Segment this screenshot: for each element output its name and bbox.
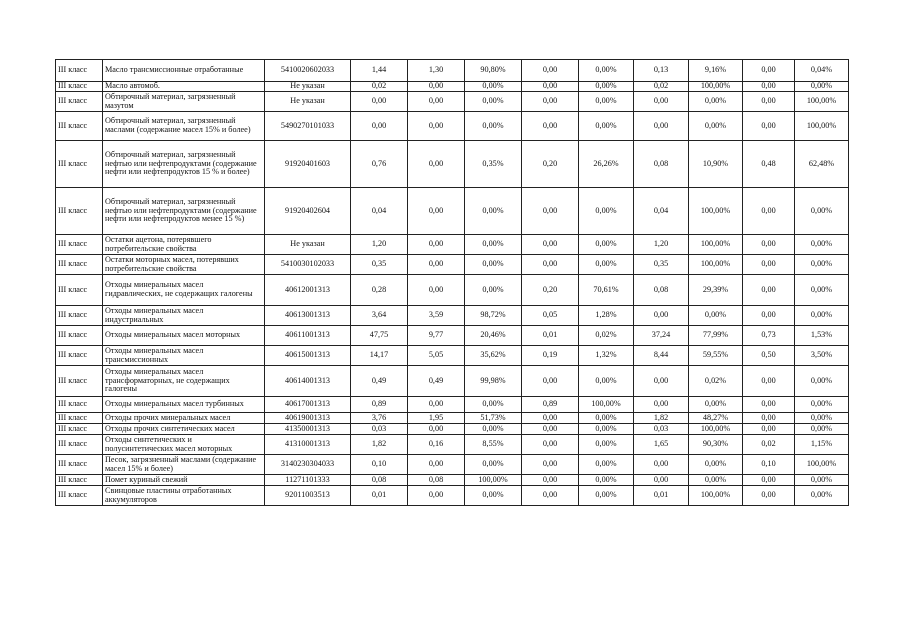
value-4-cell: 0,08 [634, 275, 689, 306]
percent-1-cell: 20,46% [465, 326, 522, 346]
value-5-cell: 0,00 [743, 82, 795, 92]
value-4-cell: 0,02 [634, 82, 689, 92]
value-2-cell: 0,00 [408, 92, 465, 112]
value-4-cell: 0,00 [634, 366, 689, 397]
value-1-cell: 0,10 [351, 455, 408, 475]
percent-1-cell: 100,00% [465, 475, 522, 486]
value-2-cell: 5,05 [408, 346, 465, 366]
table-row [56, 413, 849, 424]
value-5-cell: 0,00 [743, 424, 795, 435]
value-4-cell: 0,04 [634, 188, 689, 235]
percent-1-cell: 0,00% [465, 188, 522, 235]
value-5-cell: 0,02 [743, 435, 795, 455]
percent-4-cell: 0,00% [795, 475, 849, 486]
value-3-cell: 0,00 [522, 235, 579, 255]
percent-1-cell: 98,72% [465, 306, 522, 326]
percent-3-cell: 0,00% [689, 92, 743, 112]
value-2-cell: 0,00 [408, 486, 465, 506]
value-4-cell: 0,01 [634, 486, 689, 506]
value-1-cell: 47,75 [351, 326, 408, 346]
name-cell: Остатки моторных масел, потерявших потребительские свойства [103, 255, 265, 275]
value-3-cell: 0,01 [522, 326, 579, 346]
name-cell: Песок, загрязненный маслами (содержание масел 15% и более) [103, 455, 265, 475]
percent-4-cell: 0,00% [795, 413, 849, 424]
table-row [56, 235, 849, 255]
percent-3-cell: 0,00% [689, 455, 743, 475]
percent-4-cell: 0,00% [795, 275, 849, 306]
value-1-cell: 0,02 [351, 82, 408, 92]
class-cell: III класс [56, 112, 103, 141]
percent-4-cell: 0,00% [795, 188, 849, 235]
table-row [56, 366, 849, 397]
value-5-cell: 0,00 [743, 60, 795, 82]
percent-1-cell: 0,00% [465, 486, 522, 506]
value-4-cell: 37,24 [634, 326, 689, 346]
name-cell: Масло автомоб. [103, 82, 265, 92]
percent-2-cell: 0,00% [579, 60, 634, 82]
code-cell: 11271101333 [265, 475, 351, 486]
name-cell: Отходы минеральных масел трансмиссионных [103, 346, 265, 366]
value-5-cell: 0,00 [743, 235, 795, 255]
percent-3-cell: 10,90% [689, 141, 743, 188]
table-row [56, 306, 849, 326]
code-cell: 5410030102033 [265, 255, 351, 275]
value-5-cell: 0,50 [743, 346, 795, 366]
value-4-cell: 0,00 [634, 475, 689, 486]
percent-3-cell: 100,00% [689, 82, 743, 92]
code-cell: 91920402604 [265, 188, 351, 235]
value-5-cell: 0,00 [743, 92, 795, 112]
class-cell: III класс [56, 141, 103, 188]
name-cell: Помет куриный свежий [103, 475, 265, 486]
value-3-cell: 0,20 [522, 275, 579, 306]
code-cell: 40619001313 [265, 413, 351, 424]
percent-4-cell: 0,04% [795, 60, 849, 82]
percent-2-cell: 0,00% [579, 188, 634, 235]
percent-1-cell: 90,80% [465, 60, 522, 82]
percent-3-cell: 100,00% [689, 486, 743, 506]
value-2-cell: 0,00 [408, 188, 465, 235]
percent-1-cell: 0,00% [465, 275, 522, 306]
value-2-cell: 0,00 [408, 275, 465, 306]
code-cell: 91920401603 [265, 141, 351, 188]
value-5-cell: 0,00 [743, 255, 795, 275]
code-cell: 40613001313 [265, 306, 351, 326]
value-1-cell: 1,82 [351, 435, 408, 455]
table-row [56, 435, 849, 455]
percent-1-cell: 0,00% [465, 455, 522, 475]
percent-2-cell: 0,00% [579, 435, 634, 455]
value-3-cell: 0,00 [522, 435, 579, 455]
class-cell: III класс [56, 92, 103, 112]
percent-1-cell: 0,00% [465, 92, 522, 112]
value-5-cell: 0,10 [743, 455, 795, 475]
value-4-cell: 1,82 [634, 413, 689, 424]
class-cell: III класс [56, 435, 103, 455]
value-1-cell: 0,01 [351, 486, 408, 506]
value-1-cell: 0,08 [351, 475, 408, 486]
table-row [56, 397, 849, 413]
table-body [56, 60, 849, 506]
value-3-cell: 0,00 [522, 366, 579, 397]
name-cell: Свинцовые пластины отработанных аккумуляторов [103, 486, 265, 506]
percent-3-cell: 9,16% [689, 60, 743, 82]
class-cell: III класс [56, 397, 103, 413]
value-4-cell: 8,44 [634, 346, 689, 366]
code-cell: 5410020602033 [265, 60, 351, 82]
percent-2-cell: 1,32% [579, 346, 634, 366]
class-cell: III класс [56, 424, 103, 435]
value-1-cell: 3,64 [351, 306, 408, 326]
value-3-cell: 0,00 [522, 475, 579, 486]
name-cell: Обтирочный материал, загрязненный мазутом [103, 92, 265, 112]
percent-1-cell: 0,00% [465, 255, 522, 275]
percent-2-cell: 100,00% [579, 397, 634, 413]
class-cell: III класс [56, 326, 103, 346]
value-2-cell: 1,30 [408, 60, 465, 82]
value-2-cell: 0,49 [408, 366, 465, 397]
name-cell: Отходы прочих синтетических масел [103, 424, 265, 435]
name-cell: Обтирочный материал, загрязненный маслами (содержание масел 15% и более) [103, 112, 265, 141]
name-cell: Отходы минеральных масел трансформаторных, не содержащих галогены [103, 366, 265, 397]
value-5-cell: 0,48 [743, 141, 795, 188]
percent-2-cell: 0,00% [579, 235, 634, 255]
value-1-cell: 0,89 [351, 397, 408, 413]
value-1-cell: 14,17 [351, 346, 408, 366]
percent-2-cell: 0,00% [579, 112, 634, 141]
value-3-cell: 0,00 [522, 60, 579, 82]
value-4-cell: 0,03 [634, 424, 689, 435]
class-cell: III класс [56, 486, 103, 506]
class-cell: III класс [56, 275, 103, 306]
value-3-cell: 0,19 [522, 346, 579, 366]
code-cell: 40614001313 [265, 366, 351, 397]
value-1-cell: 0,00 [351, 112, 408, 141]
table-row [56, 486, 849, 506]
name-cell: Масло трансмиссионные отработанные [103, 60, 265, 82]
code-cell: Не указан [265, 235, 351, 255]
name-cell: Отходы минеральных масел гидравлических, не содержащих галогены [103, 275, 265, 306]
percent-4-cell: 0,00% [795, 397, 849, 413]
name-cell: Остатки ацетона, потерявшего потребительские свойства [103, 235, 265, 255]
percent-3-cell: 0,00% [689, 475, 743, 486]
table-row [56, 82, 849, 92]
value-5-cell: 0,73 [743, 326, 795, 346]
percent-1-cell: 0,35% [465, 141, 522, 188]
percent-4-cell: 0,00% [795, 366, 849, 397]
value-4-cell: 0,00 [634, 112, 689, 141]
value-5-cell: 0,00 [743, 188, 795, 235]
table-row [56, 141, 849, 188]
value-5-cell: 0,00 [743, 475, 795, 486]
value-5-cell: 0,00 [743, 413, 795, 424]
class-cell: III класс [56, 306, 103, 326]
table-row [56, 424, 849, 435]
percent-3-cell: 0,00% [689, 397, 743, 413]
value-2-cell: 0,00 [408, 255, 465, 275]
percent-4-cell: 0,00% [795, 306, 849, 326]
table-row [56, 275, 849, 306]
percent-3-cell: 100,00% [689, 424, 743, 435]
value-2-cell: 1,95 [408, 413, 465, 424]
value-2-cell: 9,77 [408, 326, 465, 346]
percent-1-cell: 51,73% [465, 413, 522, 424]
value-5-cell: 0,00 [743, 366, 795, 397]
value-3-cell: 0,00 [522, 112, 579, 141]
class-cell: III класс [56, 455, 103, 475]
value-1-cell: 1,44 [351, 60, 408, 82]
value-2-cell: 0,08 [408, 475, 465, 486]
percent-3-cell: 59,55% [689, 346, 743, 366]
percent-4-cell: 0,00% [795, 255, 849, 275]
percent-4-cell: 100,00% [795, 112, 849, 141]
value-3-cell: 0,00 [522, 255, 579, 275]
percent-2-cell: 0,00% [579, 455, 634, 475]
value-1-cell: 0,49 [351, 366, 408, 397]
name-cell: Обтирочный материал, загрязненный нефтью или нефтепродуктами (содержание нефти или нефтепродуктов 15 % и более) [103, 141, 265, 188]
code-cell: 5490270101033 [265, 112, 351, 141]
value-5-cell: 0,00 [743, 486, 795, 506]
code-cell: 40611001313 [265, 326, 351, 346]
value-5-cell: 0,00 [743, 397, 795, 413]
percent-1-cell: 8,55% [465, 435, 522, 455]
code-cell: Не указан [265, 92, 351, 112]
table-row [56, 475, 849, 486]
value-3-cell: 0,89 [522, 397, 579, 413]
value-4-cell: 1,65 [634, 435, 689, 455]
value-1-cell: 0,00 [351, 92, 408, 112]
percent-1-cell: 0,00% [465, 82, 522, 92]
value-2-cell: 0,00 [408, 235, 465, 255]
name-cell: Отходы минеральных масел моторных [103, 326, 265, 346]
table-row [56, 60, 849, 82]
class-cell: III класс [56, 366, 103, 397]
percent-4-cell: 3,50% [795, 346, 849, 366]
value-2-cell: 3,59 [408, 306, 465, 326]
percent-1-cell: 0,00% [465, 424, 522, 435]
percent-3-cell: 0,00% [689, 112, 743, 141]
percent-3-cell: 90,30% [689, 435, 743, 455]
percent-2-cell: 0,00% [579, 475, 634, 486]
class-cell: III класс [56, 413, 103, 424]
code-cell: 3140230304033 [265, 455, 351, 475]
value-1-cell: 0,76 [351, 141, 408, 188]
code-cell: 41350001313 [265, 424, 351, 435]
class-cell: III класс [56, 475, 103, 486]
percent-3-cell: 100,00% [689, 255, 743, 275]
value-1-cell: 0,03 [351, 424, 408, 435]
name-cell: Отходы минеральных масел турбинных [103, 397, 265, 413]
class-cell: III класс [56, 82, 103, 92]
percent-4-cell: 0,00% [795, 235, 849, 255]
value-3-cell: 0,00 [522, 413, 579, 424]
value-3-cell: 0,00 [522, 486, 579, 506]
percent-2-cell: 0,00% [579, 255, 634, 275]
percent-3-cell: 0,02% [689, 366, 743, 397]
value-4-cell: 0,00 [634, 455, 689, 475]
percent-1-cell: 35,62% [465, 346, 522, 366]
percent-4-cell: 0,00% [795, 424, 849, 435]
value-3-cell: 0,00 [522, 455, 579, 475]
percent-4-cell: 1,15% [795, 435, 849, 455]
percent-4-cell: 0,00% [795, 486, 849, 506]
value-4-cell: 0,13 [634, 60, 689, 82]
value-1-cell: 0,28 [351, 275, 408, 306]
value-2-cell: 0,00 [408, 82, 465, 92]
percent-2-cell: 1,28% [579, 306, 634, 326]
name-cell: Отходы минеральных масел индустриальных [103, 306, 265, 326]
value-2-cell: 0,00 [408, 141, 465, 188]
value-5-cell: 0,00 [743, 275, 795, 306]
waste-table [55, 59, 849, 506]
value-3-cell: 0,00 [522, 92, 579, 112]
percent-2-cell: 0,02% [579, 326, 634, 346]
percent-3-cell: 100,00% [689, 188, 743, 235]
value-1-cell: 0,35 [351, 255, 408, 275]
value-1-cell: 0,04 [351, 188, 408, 235]
value-4-cell: 0,00 [634, 397, 689, 413]
percent-3-cell: 48,27% [689, 413, 743, 424]
value-2-cell: 0,00 [408, 424, 465, 435]
code-cell: 40617001313 [265, 397, 351, 413]
value-1-cell: 3,76 [351, 413, 408, 424]
percent-2-cell: 0,00% [579, 82, 634, 92]
percent-2-cell: 0,00% [579, 366, 634, 397]
class-cell: III класс [56, 346, 103, 366]
class-cell: III класс [56, 60, 103, 82]
value-3-cell: 0,00 [522, 424, 579, 435]
class-cell: III класс [56, 235, 103, 255]
percent-2-cell: 26,26% [579, 141, 634, 188]
value-5-cell: 0,00 [743, 112, 795, 141]
value-2-cell: 0,00 [408, 112, 465, 141]
value-4-cell: 1,20 [634, 235, 689, 255]
name-cell: Отходы прочих минеральных масел [103, 413, 265, 424]
value-4-cell: 0,08 [634, 141, 689, 188]
value-2-cell: 0,00 [408, 397, 465, 413]
percent-4-cell: 0,00% [795, 82, 849, 92]
code-cell: 41310001313 [265, 435, 351, 455]
percent-2-cell: 0,00% [579, 486, 634, 506]
name-cell: Обтирочный материал, загрязненный нефтью или нефтепродуктами (содержание нефти или нефтепродуктов менее 15 %) [103, 188, 265, 235]
percent-4-cell: 62,48% [795, 141, 849, 188]
percent-1-cell: 0,00% [465, 112, 522, 141]
percent-2-cell: 0,00% [579, 92, 634, 112]
value-3-cell: 0,00 [522, 82, 579, 92]
code-cell: 92011003513 [265, 486, 351, 506]
table-row [56, 112, 849, 141]
percent-1-cell: 0,00% [465, 397, 522, 413]
percent-3-cell: 77,99% [689, 326, 743, 346]
percent-1-cell: 99,98% [465, 366, 522, 397]
value-4-cell: 0,00 [634, 306, 689, 326]
value-4-cell: 0,00 [634, 92, 689, 112]
percent-4-cell: 100,00% [795, 92, 849, 112]
percent-3-cell: 0,00% [689, 306, 743, 326]
code-cell: Не указан [265, 82, 351, 92]
table-row [56, 346, 849, 366]
percent-3-cell: 100,00% [689, 235, 743, 255]
percent-1-cell: 0,00% [465, 235, 522, 255]
table-row [56, 455, 849, 475]
class-cell: III класс [56, 255, 103, 275]
percent-2-cell: 0,00% [579, 413, 634, 424]
percent-4-cell: 1,53% [795, 326, 849, 346]
table-row [56, 92, 849, 112]
value-3-cell: 0,00 [522, 188, 579, 235]
percent-2-cell: 0,00% [579, 424, 634, 435]
percent-3-cell: 29,39% [689, 275, 743, 306]
code-cell: 40612001313 [265, 275, 351, 306]
value-1-cell: 1,20 [351, 235, 408, 255]
table-row [56, 188, 849, 235]
value-5-cell: 0,00 [743, 306, 795, 326]
percent-4-cell: 100,00% [795, 455, 849, 475]
value-3-cell: 0,05 [522, 306, 579, 326]
value-2-cell: 0,00 [408, 455, 465, 475]
value-3-cell: 0,20 [522, 141, 579, 188]
code-cell: 40615001313 [265, 346, 351, 366]
percent-2-cell: 70,61% [579, 275, 634, 306]
table-row [56, 326, 849, 346]
name-cell: Отходы синтетических и полусинтетических масел моторных [103, 435, 265, 455]
value-4-cell: 0,35 [634, 255, 689, 275]
table-row [56, 255, 849, 275]
class-cell: III класс [56, 188, 103, 235]
value-2-cell: 0,16 [408, 435, 465, 455]
